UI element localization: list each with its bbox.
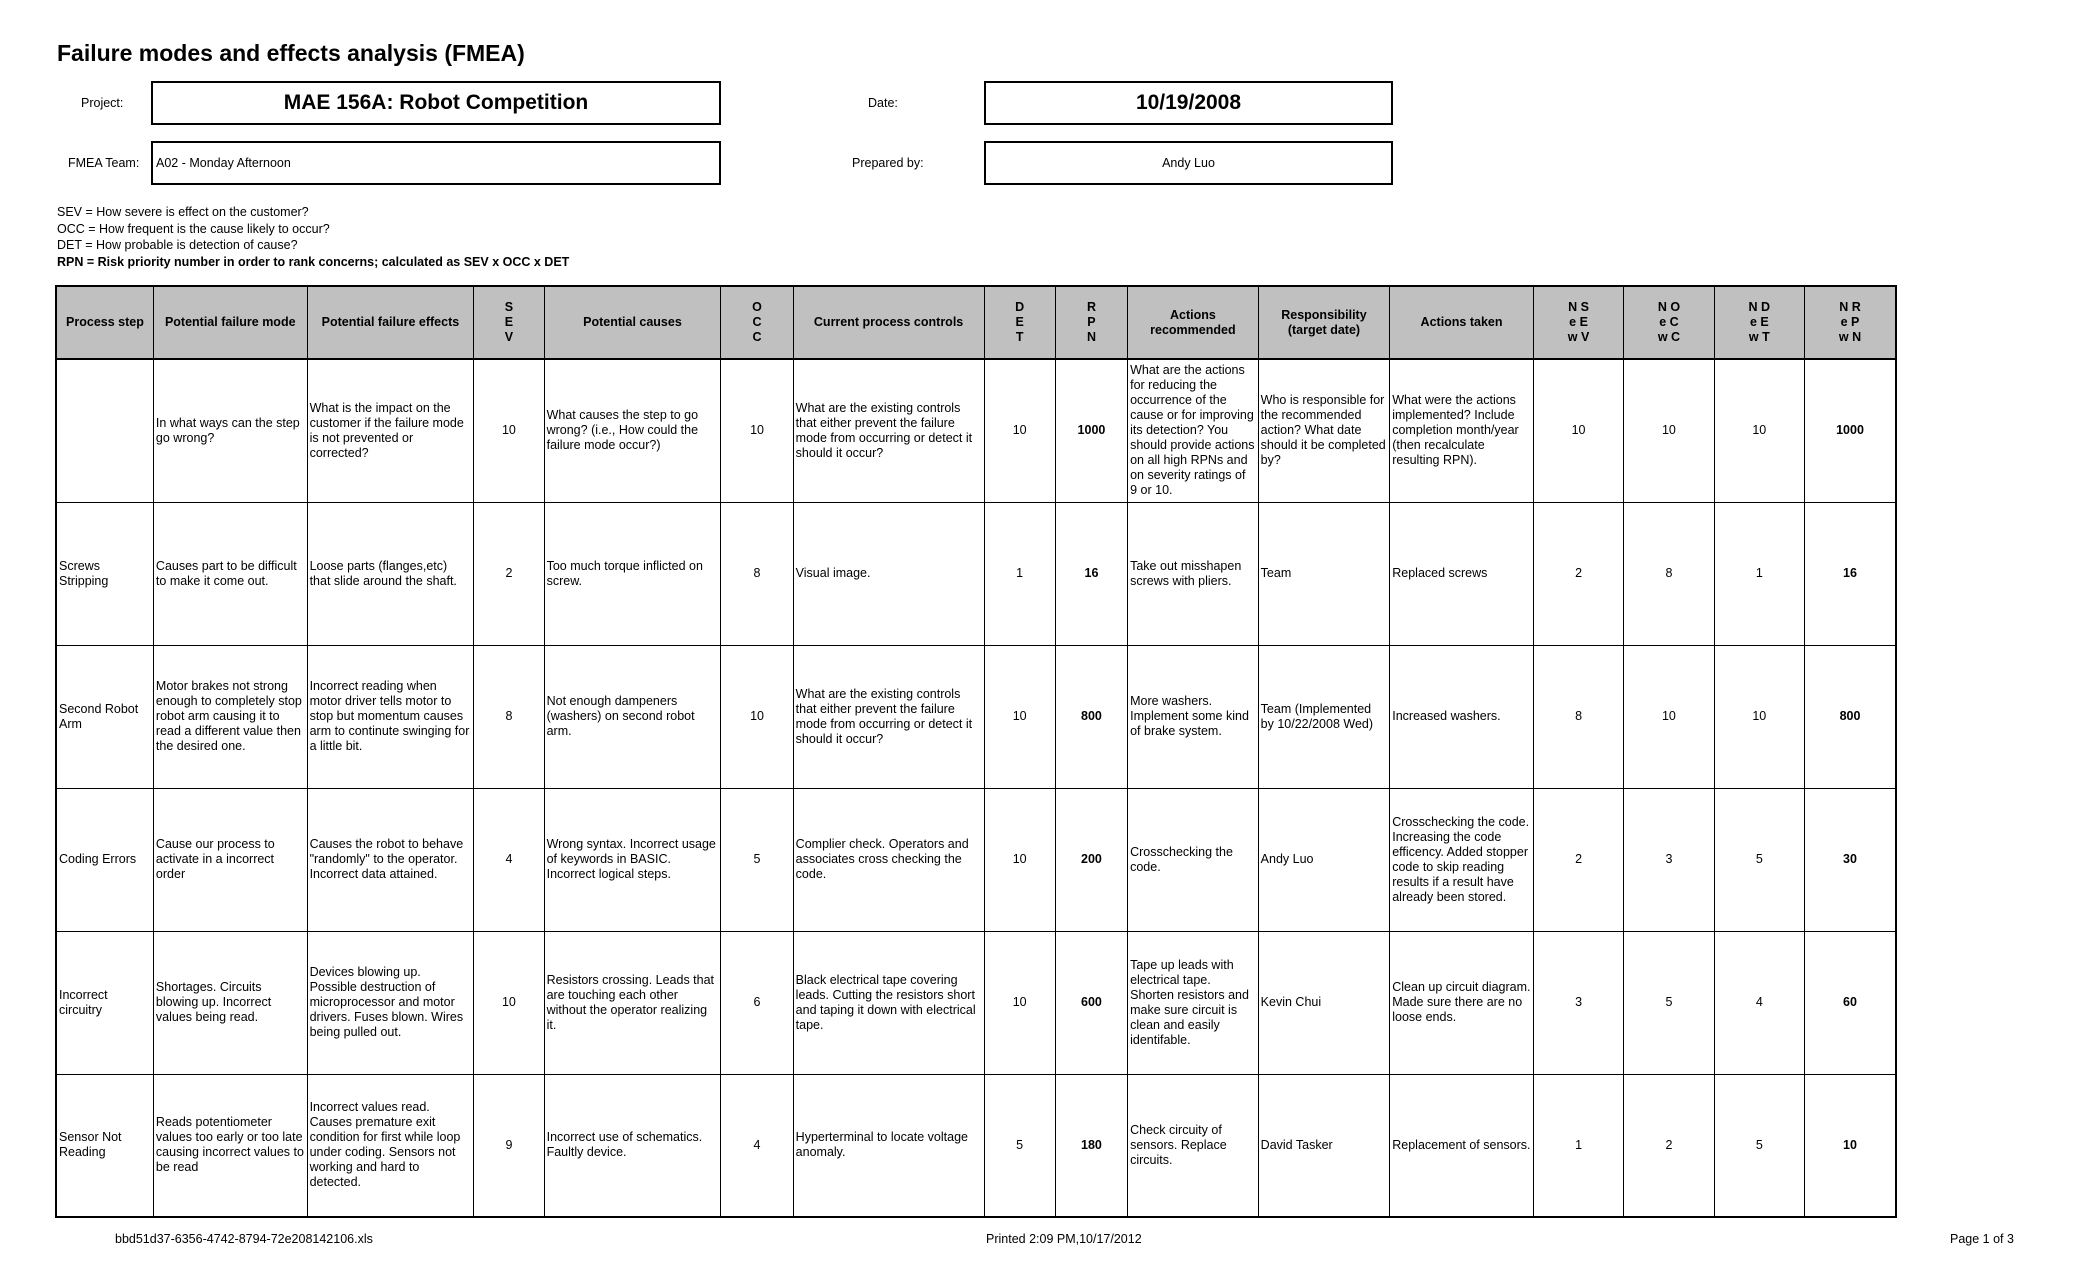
cell-new-sev[interactable]: 1 (1533, 1074, 1623, 1217)
legend-sev: SEV = How severe is effect on the customer? (57, 205, 309, 219)
cell-new-det[interactable]: 10 (1714, 645, 1804, 788)
cell-new-det[interactable]: 1 (1714, 502, 1804, 645)
header-potential-causes: Potential causes (544, 286, 721, 359)
cell-sev[interactable]: 10 (474, 931, 544, 1074)
cell-occ[interactable]: 6 (721, 931, 793, 1074)
cell-potential-causes[interactable]: What causes the step to go wrong? (i.e., How could the failure mode occur?) (544, 359, 721, 502)
table-row (56, 359, 1896, 502)
cell-process-controls[interactable]: Visual image. (793, 502, 984, 645)
cell-sev[interactable]: 10 (474, 359, 544, 502)
cell-sev[interactable]: 2 (474, 502, 544, 645)
cell-new-sev[interactable]: 8 (1533, 645, 1623, 788)
cell-new-occ[interactable]: 3 (1624, 788, 1714, 931)
date-label: Date: (868, 96, 898, 110)
cell-new-rpn[interactable]: 800 (1805, 645, 1896, 788)
cell-process-controls[interactable]: Black electrical tape covering leads. Cutting the resistors short and taping it down with electrical tape. (793, 931, 984, 1074)
table-row (56, 502, 1896, 645)
cell-new-occ[interactable]: 5 (1624, 931, 1714, 1074)
cell-responsibility[interactable]: Team (1258, 502, 1390, 645)
cell-actions-taken[interactable]: Replaced screws (1390, 502, 1534, 645)
cell-failure-effects[interactable]: Incorrect values read. Causes premature exit condition for first while loop under coding. Sensors not working and hard to detected. (307, 1074, 474, 1217)
header-new-det: N D e E w T (1714, 286, 1804, 359)
cell-process-controls[interactable]: What are the existing controls that either prevent the failure mode from occurring or detect it should it occur? (793, 359, 984, 502)
cell-failure-mode[interactable]: In what ways can the step go wrong? (153, 359, 307, 502)
cell-potential-causes[interactable]: Not enough dampeners (washers) on second robot arm. (544, 645, 721, 788)
cell-occ[interactable]: 5 (721, 788, 793, 931)
cell-failure-effects[interactable]: Devices blowing up. Possible destruction of microprocessor and motor drivers. Fuses blown. Wires being pulled out. (307, 931, 474, 1074)
cell-new-rpn[interactable]: 16 (1805, 502, 1896, 645)
legend (57, 204, 569, 270)
header-actions-recommended: Actions recommended (1128, 286, 1259, 359)
header-responsibility: Responsibility (target date) (1258, 286, 1390, 359)
cell-process-step[interactable]: Incorrect circuitry (56, 931, 153, 1074)
table-row (56, 931, 1896, 1074)
page-title: Failure modes and effects analysis (FMEA) (57, 40, 525, 66)
cell-failure-effects[interactable]: What is the impact on the customer if the failure mode is not prevented or corrected? (307, 359, 474, 502)
cell-failure-mode[interactable]: Cause our process to activate in a incorrect order (153, 788, 307, 931)
table-row (56, 788, 1896, 931)
table-row (56, 645, 1896, 788)
header-sev: S E V (474, 286, 544, 359)
cell-det[interactable]: 5 (984, 1074, 1055, 1217)
cell-actions-taken[interactable]: What were the actions implemented? Include completion month/year (then recalculate resulting RPN). (1390, 359, 1534, 502)
cell-responsibility[interactable]: Andy Luo (1258, 788, 1390, 931)
cell-failure-mode[interactable]: Motor brakes not strong enough to completely stop robot arm causing it to read a different value then the desired one. (153, 645, 307, 788)
cell-rpn[interactable]: 200 (1055, 788, 1127, 931)
cell-det[interactable]: 1 (984, 502, 1055, 645)
prepared-by-label: Prepared by: (852, 156, 924, 170)
cell-new-det[interactable]: 5 (1714, 788, 1804, 931)
header-rpn: R P N (1055, 286, 1127, 359)
cell-occ[interactable]: 4 (721, 1074, 793, 1217)
cell-actions-recommended[interactable]: Crosschecking the code. (1128, 788, 1259, 931)
cell-failure-effects[interactable]: Incorrect reading when motor driver tells motor to stop but momentum causes arm to continute swinging for a little bit. (307, 645, 474, 788)
cell-process-step[interactable]: Sensor Not Reading (56, 1074, 153, 1217)
fmea-table (55, 285, 1897, 1218)
table-header-row (56, 286, 1896, 359)
header-new-rpn: N R e P w N (1805, 286, 1896, 359)
cell-new-det[interactable]: 4 (1714, 931, 1804, 1074)
cell-new-sev[interactable]: 3 (1533, 931, 1623, 1074)
footer-filename: bbd51d37-6356-4742-8794-72e208142106.xls (115, 1232, 373, 1246)
cell-occ[interactable]: 8 (721, 502, 793, 645)
cell-actions-recommended[interactable]: What are the actions for reducing the occurrence of the cause or for improving its detection? You should provide actions on all high RPNs and on severity ratings of 9 or 10. (1128, 359, 1259, 502)
cell-new-det[interactable]: 5 (1714, 1074, 1804, 1217)
legend-rpn: RPN = Risk priority number in order to rank concerns; calculated as SEV x OCC x DET (57, 254, 570, 269)
cell-actions-taken[interactable]: Replacement of sensors. (1390, 1074, 1534, 1217)
cell-sev[interactable]: 9 (474, 1074, 544, 1217)
cell-new-det[interactable]: 10 (1714, 359, 1804, 502)
cell-process-step[interactable]: Second Robot Arm (56, 645, 153, 788)
cell-new-occ[interactable]: 10 (1624, 645, 1714, 788)
cell-actions-taken[interactable]: Clean up circuit diagram. Made sure there are no loose ends. (1390, 931, 1534, 1074)
header-process-controls: Current process controls (793, 286, 984, 359)
cell-new-rpn[interactable]: 60 (1805, 931, 1896, 1074)
cell-det[interactable]: 10 (984, 359, 1055, 502)
header-failure-effects: Potential failure effects (307, 286, 474, 359)
header-new-occ: N O e C w C (1624, 286, 1714, 359)
footer-printed: Printed 2:09 PM,10/17/2012 (986, 1232, 1142, 1246)
legend-occ: OCC = How frequent is the cause likely to occur? (57, 221, 330, 236)
cell-responsibility[interactable]: Kevin Chui (1258, 931, 1390, 1074)
header-new-sev: N S e E w V (1533, 286, 1623, 359)
cell-new-occ[interactable]: 10 (1624, 359, 1714, 502)
cell-actions-taken[interactable]: Crosschecking the code. Increasing the code efficency. Added stopper code to skip reading results if a result have already been stored. (1390, 788, 1534, 931)
legend-det: DET = How probable is detection of cause? (57, 238, 298, 252)
cell-rpn[interactable]: 16 (1055, 502, 1127, 645)
cell-process-controls[interactable]: What are the existing controls that either prevent the failure mode from occurring or detect it should it occur? (793, 645, 984, 788)
cell-sev[interactable]: 8 (474, 645, 544, 788)
cell-responsibility[interactable]: David Tasker (1258, 1074, 1390, 1217)
cell-failure-effects[interactable]: Loose parts (flanges,etc) that slide around the shaft. (307, 502, 474, 645)
cell-actions-recommended[interactable]: Tape up leads with electrical tape. Shorten resistors and make sure circuit is clean and easily identifable. (1128, 931, 1259, 1074)
project-field[interactable]: MAE 156A: Robot Competition (151, 81, 721, 125)
cell-new-rpn[interactable]: 30 (1805, 788, 1896, 931)
cell-occ[interactable]: 10 (721, 645, 793, 788)
cell-process-step[interactable]: Screws Stripping (56, 502, 153, 645)
table-row (56, 1074, 1896, 1217)
cell-actions-recommended[interactable]: More washers. Implement some kind of brake system. (1128, 645, 1259, 788)
cell-failure-effects[interactable]: Causes the robot to behave "randomly" to the operator. Incorrect data attained. (307, 788, 474, 931)
cell-rpn[interactable]: 180 (1055, 1074, 1127, 1217)
fmea-team-field[interactable]: A02 - Monday Afternoon (151, 141, 721, 185)
header-occ: O C C (721, 286, 793, 359)
cell-potential-causes[interactable]: Resistors crossing. Leads that are touching each other without the operator realizing it. (544, 931, 721, 1074)
header-failure-mode: Potential failure mode (153, 286, 307, 359)
cell-failure-mode[interactable]: Causes part to be difficult to make it come out. (153, 502, 307, 645)
cell-det[interactable]: 10 (984, 931, 1055, 1074)
cell-actions-recommended[interactable]: Take out misshapen screws with pliers. (1128, 502, 1259, 645)
fmea-team-label: FMEA Team: (68, 156, 140, 170)
cell-det[interactable]: 10 (984, 788, 1055, 931)
project-label: Project: (81, 96, 124, 110)
cell-process-controls[interactable]: Complier check. Operators and associates cross checking the code. (793, 788, 984, 931)
cell-responsibility[interactable]: Who is responsible for the recommended action? What date should it be completed by? (1258, 359, 1390, 502)
cell-new-rpn[interactable]: 10 (1805, 1074, 1896, 1217)
header-actions-taken: Actions taken (1390, 286, 1534, 359)
footer-page-number: Page 1 of 3 (1950, 1232, 2014, 1246)
cell-actions-recommended[interactable]: Check circuity of sensors. Replace circuits. (1128, 1074, 1259, 1217)
cell-responsibility[interactable]: Team (Implemented by 10/22/2008 Wed) (1258, 645, 1390, 788)
date-field[interactable]: 10/19/2008 (984, 81, 1393, 125)
cell-sev[interactable]: 4 (474, 788, 544, 931)
cell-potential-causes[interactable]: Incorrect use of schematics. Faultly device. (544, 1074, 721, 1217)
cell-new-occ[interactable]: 2 (1624, 1074, 1714, 1217)
cell-new-sev[interactable]: 10 (1533, 359, 1623, 502)
cell-new-rpn[interactable]: 1000 (1805, 359, 1896, 502)
cell-new-sev[interactable]: 2 (1533, 788, 1623, 931)
prepared-by-field[interactable]: Andy Luo (984, 141, 1393, 185)
cell-rpn[interactable]: 800 (1055, 645, 1127, 788)
cell-new-sev[interactable]: 2 (1533, 502, 1623, 645)
cell-process-step[interactable]: Coding Errors (56, 788, 153, 931)
cell-rpn[interactable]: 1000 (1055, 359, 1127, 502)
cell-det[interactable]: 10 (984, 645, 1055, 788)
cell-new-occ[interactable]: 8 (1624, 502, 1714, 645)
cell-rpn[interactable]: 600 (1055, 931, 1127, 1074)
cell-process-step[interactable] (56, 359, 153, 502)
header-det: D E T (984, 286, 1055, 359)
cell-failure-mode[interactable]: Shortages. Circuits blowing up. Incorrect values being read. (153, 931, 307, 1074)
cell-process-controls[interactable]: Hyperterminal to locate voltage anomaly. (793, 1074, 984, 1217)
header-process-step: Process step (56, 286, 153, 359)
cell-actions-taken[interactable]: Increased washers. (1390, 645, 1534, 788)
cell-potential-causes[interactable]: Wrong syntax. Incorrect usage of keywords in BASIC. Incorrect logical steps. (544, 788, 721, 931)
cell-failure-mode[interactable]: Reads potentiometer values too early or too late causing incorrect values to be read (153, 1074, 307, 1217)
cell-occ[interactable]: 10 (721, 359, 793, 502)
cell-potential-causes[interactable]: Too much torque inflicted on screw. (544, 502, 721, 645)
